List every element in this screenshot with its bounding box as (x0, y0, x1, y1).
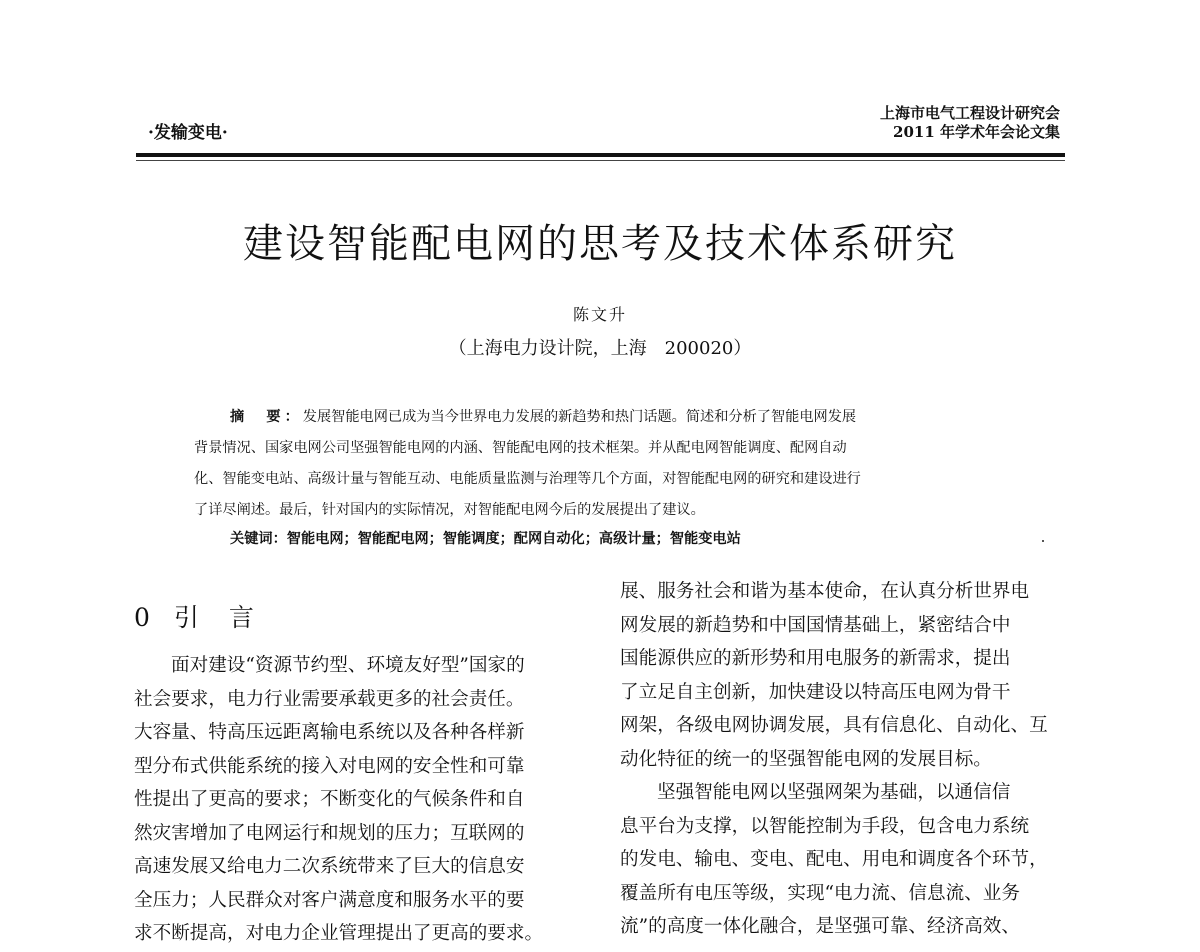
journal-org-line: 上海市电气工程设计研究会 (879, 104, 1060, 122)
left-column (134, 649, 543, 951)
body-line: 流”的高度一体化融合，是坚强可靠、经济高效、 (620, 916, 1020, 937)
abstract-line (194, 402, 1034, 433)
section-label: ·发输变电· (148, 123, 228, 143)
body-line: 网架，各级电网协调发展，具有信息化、自动化、互 (620, 715, 1048, 736)
paper-author: 陈文升 (572, 305, 627, 324)
body-line: 大容量、特高压远距离输电系统以及各种各样新 (134, 722, 525, 743)
scan-speck (1042, 540, 1044, 542)
abstract-label: 摘 要： (230, 409, 303, 425)
section-title: 引言 (173, 603, 284, 632)
body-line: 坚强智能电网以坚强网架为基础，以通信信 (657, 782, 1011, 803)
abstract-line: 化、智能变电站、高级计量与智能互动、电能质量监测与治理等几个方面，对智能配电网的研究和建设进行 (194, 471, 861, 487)
section-heading (134, 598, 284, 634)
abstract-line: 背景情况、国家电网公司坚强智能电网的内涵、智能配电网的技术框架。并从配电网智能调度、配网自动 (194, 440, 847, 456)
header-rule-thin (136, 160, 1065, 161)
body-line: 国能源供应的新形势和用电服务的新需求，提出 (620, 648, 1011, 669)
body-line: 网发展的新趋势和中国国情基础上，紧密结合中 (620, 614, 1011, 636)
keywords-label: 关键词： (230, 531, 287, 547)
abstract-text: 发展智能电网已成为当今世界电力发展的新趋势和热门话题。简述和分析了智能电网发展 (302, 409, 857, 425)
journal-year-line: 2011 年学术年会论文集 (893, 123, 1060, 141)
header-rule-thick (136, 153, 1065, 157)
paper-title: 建设智能配电网的思考及技术体系研究 (243, 221, 957, 267)
body-line: 息平台为支撑，以智能控制为手段，包含电力系统 (620, 815, 1030, 837)
abstract (194, 402, 1034, 526)
body-line: 然灾害增加了电网运行和规划的压力；互联网的 (134, 822, 525, 844)
body-line: 全压力；人民群众对客户满意度和服务水平的要 (134, 889, 525, 911)
body-line: 展、服务社会和谐为基本使命，在认真分析世界电 (620, 581, 1030, 602)
body-line: 求不断提高，对电力企业管理提出了更高的要求。 (134, 923, 544, 944)
body-line: 性提出了更高的要求；不断变化的气候条件和自 (134, 789, 525, 810)
section-number: 0 (134, 603, 150, 632)
body-line: 覆盖所有电压等级，实现“电力流、信息流、业务 (620, 882, 1020, 904)
body-line: 动化特征的统一的坚强智能电网的发展目标。 (620, 748, 992, 770)
body-line: 了立足自主创新，加快建设以特高压电网为骨干 (620, 681, 1011, 703)
body-line: 的发电、输电、变电、配电、用电和调度各个环节， (620, 849, 1048, 870)
abstract-line: 了详尽阐述。最后，针对国内的实际情况，对智能配电网今后的发展提出了建议。 (194, 502, 705, 518)
paper-affiliation: （上海电力设计院，上海 200020） (448, 338, 752, 359)
keywords (230, 528, 741, 548)
body-line: 型分布式供能系统的接入对电网的安全性和可靠 (134, 755, 525, 777)
journal-header (880, 104, 1060, 142)
keywords-text: 智能电网；智能配电网；智能调度；配网自动化；高级计量；智能变电站 (286, 531, 741, 547)
right-column (620, 575, 1048, 944)
body-line: 社会要求，电力行业需要承载更多的社会责任。 (134, 688, 525, 710)
body-line: 高速发展又给电力二次系统带来了巨大的信息安 (134, 856, 525, 877)
body-line: 面对建设“资源节约型、环境友好型”国家的 (171, 655, 525, 676)
